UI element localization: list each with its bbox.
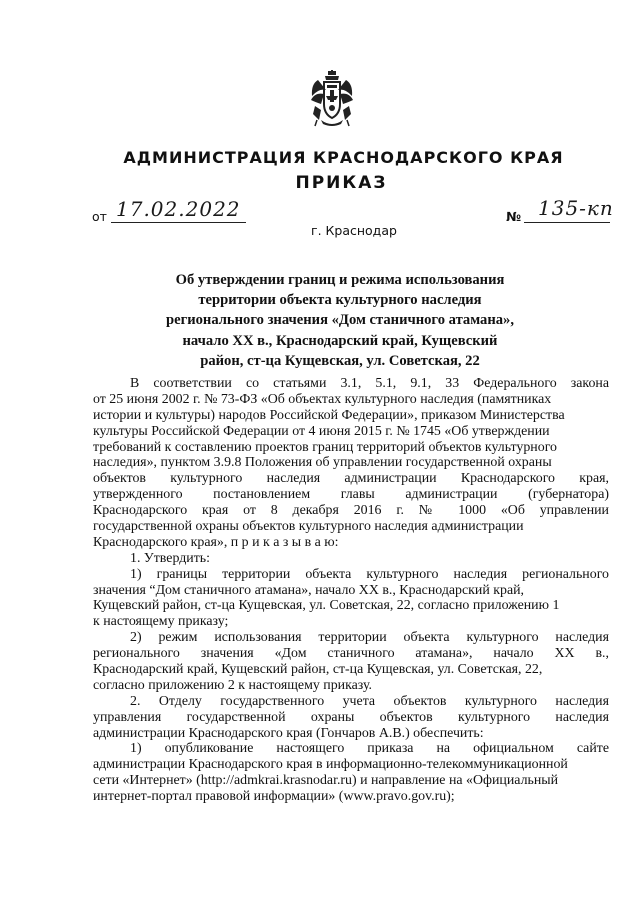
body-line: государственной охраны объектов культурного наследия администрации xyxy=(93,519,524,535)
body-line: интернет-портал правовой информации» (www.pravo.gov.ru); xyxy=(93,789,455,805)
body-line: Краснодарский край, Кущевский район, ст-ца Кущевская, ул. Советская, 22, xyxy=(93,662,543,678)
body-line: управления государственной охраны объектов культурного наследия xyxy=(93,709,609,725)
number-prefix: № xyxy=(506,209,522,224)
body-line: 2) режим использования территории объекта культурного наследия xyxy=(130,630,609,646)
body-line: 2. Отделу государственного учета объектов культурного наследия xyxy=(130,693,609,709)
title-line: территории объекта культурного наследия xyxy=(198,292,482,309)
body-line: регионального значения «Дом станичного атамана», начало XX в., xyxy=(93,646,609,662)
document-type: ПРИКАЗ xyxy=(295,173,388,193)
title-line: Об утверждении границ и режима использования xyxy=(175,272,505,288)
body-line: к настоящему приказу; xyxy=(93,614,229,630)
number-underline xyxy=(524,222,610,223)
body-line: Краснодарского края», п р и к а з ы в а ю: xyxy=(93,534,339,550)
body-line: согласно приложению 2 к настоящему приказу. xyxy=(93,677,373,693)
city-name: г. Краснодар xyxy=(311,223,397,238)
body-line: утвержденного постановлением главы администрации (губернатора) xyxy=(93,487,609,503)
coat-of-arms-icon xyxy=(309,70,355,128)
handwritten-number: 135-кп xyxy=(538,196,614,220)
body-line: Краснодарского края от 8 декабря 2016 г. № 1000 «Об управлении xyxy=(93,503,609,519)
title-line: начало XX в., Краснодарский край, Кущевский xyxy=(182,332,498,349)
body-line: сети «Интернет» (http://admkrai.krasnodar.ru) и направление на «Официальный xyxy=(93,773,559,789)
body-line: администрации Краснодарского края (Гончаров А.В.) обеспечить: xyxy=(93,725,484,741)
body-line: администрации Краснодарского края в информационно-телекоммуникационной xyxy=(93,757,568,773)
body-line: В соответствии со статьями 3.1, 5.1, 9.1, 33 Федерального закона xyxy=(130,376,609,391)
body-line: истории и культуры) народов Российской Федерации», приказом Министерства xyxy=(93,407,565,423)
body-line: 1) границы территории объекта культурного наследия регионального xyxy=(130,566,609,582)
document-title xyxy=(90,270,590,371)
body-line: культуры Российской Федерации от 4 июня 2015 г. № 1745 «Об утверждении xyxy=(93,423,550,439)
handwritten-date: 17.02.2022 xyxy=(116,197,241,221)
body-line: значения “Дом станичного атамана», начало XX в., Краснодарский край, xyxy=(93,582,525,598)
title-line: район, ст-ца Кущевская, ул. Советская, 22 xyxy=(200,352,480,369)
date-prefix: от xyxy=(92,209,107,224)
organization-title: АДМИНИСТРАЦИЯ КРАСНОДАРСКОГО КРАЯ xyxy=(123,148,564,167)
body-line: от 25 июня 2002 г. № 73-ФЗ «Об объектах культурного наследия (памятниках xyxy=(93,391,552,407)
date-underline xyxy=(111,222,246,223)
title-line: регионального значения «Дом станичного атамана», xyxy=(165,312,514,329)
body-line: 1. Утвердить: xyxy=(130,550,210,566)
body-line: объектов культурного наследия администрации Краснодарского края, xyxy=(93,471,609,487)
body-line: наследия», пунктом 3.9.8 Положения об управлении государственной охраны xyxy=(93,455,552,471)
body-line: Кущевский район, ст-ца Кущевская, ул. Советская, 22, согласно приложению 1 xyxy=(93,598,560,614)
document-body xyxy=(93,376,609,805)
body-line: 1) опубликование настоящего приказа на официальном сайте xyxy=(130,741,609,757)
body-line: требований к составлению проектов границ территорий объектов культурного xyxy=(93,439,557,455)
